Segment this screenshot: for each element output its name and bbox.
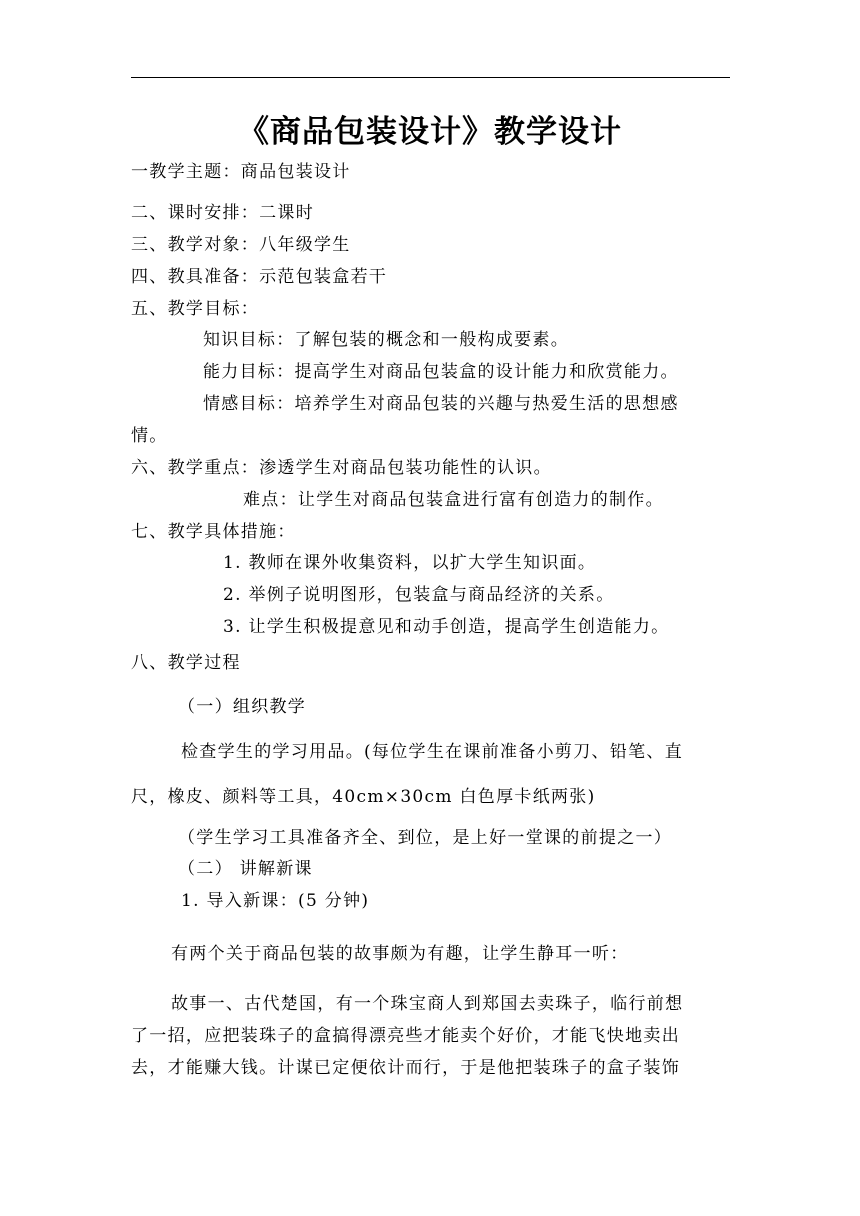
section-line-1: 一教学主题：商品包装设计 (131, 162, 351, 182)
goal-emotion: 情感目标：培养学生对商品包装的兴趣与热爱生活的思想感 (203, 394, 679, 414)
document-title: 《商品包装设计》教学设计 (238, 114, 622, 150)
story-line-2: 了一招，应把装珠子的盒搞得漂亮些才能卖个好价，才能飞快地卖出 (131, 1026, 680, 1046)
section-line-4: 四、教具准备：示范包装盒若干 (131, 267, 388, 287)
paragraph-note: （学生学习工具准备齐全、到位，是上好一堂课的前提之一） (178, 828, 673, 848)
subsection-2: （二） 讲解新课 (178, 859, 313, 879)
header-rule (131, 77, 730, 78)
goal-ability: 能力目标：提高学生对商品包装盒的设计能力和欣赏能力。 (203, 362, 679, 382)
measure-item-3: 3. 让学生积极提意见和动手创造，提高学生创造能力。 (223, 617, 670, 637)
section-line-2: 二、课时安排：二课时 (131, 203, 314, 223)
paragraph-story-intro: 有两个关于商品包装的故事颇为有趣，让学生静耳一听： (171, 944, 629, 964)
subsection-1: （一）组织教学 (178, 697, 307, 717)
paragraph-tools-cont: 尺，橡皮、颜料等工具，40cm×30cm 白色厚卡纸两张) (131, 787, 596, 807)
section-line-3: 三、教学对象：八年级学生 (131, 235, 351, 255)
difficulty-line: 难点：让学生对商品包装盒进行富有创造力的制作。 (243, 490, 664, 510)
measure-item-1: 1. 教师在课外收集资料，以扩大学生知识面。 (223, 553, 597, 573)
section-line-8: 八、教学过程 (131, 653, 241, 673)
measure-item-2: 2. 举例子说明图形，包装盒与商品经济的关系。 (223, 585, 615, 605)
section-line-6: 六、教学重点：渗透学生对商品包装功能性的认识。 (131, 458, 552, 478)
paragraph-tools: 检查学生的学习用品。(每位学生在课前准备小剪刀、铅笔、直 (181, 742, 684, 762)
step-intro: 1. 导入新课：(5 分钟) (181, 891, 370, 911)
story-line-1: 故事一、古代楚国，有一个珠宝商人到郑国去卖珠子，临行前想 (171, 994, 684, 1014)
goal-knowledge: 知识目标：了解包装的概念和一般构成要素。 (203, 330, 569, 350)
section-line-5: 五、教学目标： (131, 299, 260, 319)
goal-emotion-cont: 情。 (131, 426, 168, 446)
story-line-3: 去，才能赚大钱。计谋已定便依计而行，于是他把装珠子的盒子装饰 (131, 1058, 680, 1078)
section-line-7: 七、教学具体措施： (131, 522, 296, 542)
